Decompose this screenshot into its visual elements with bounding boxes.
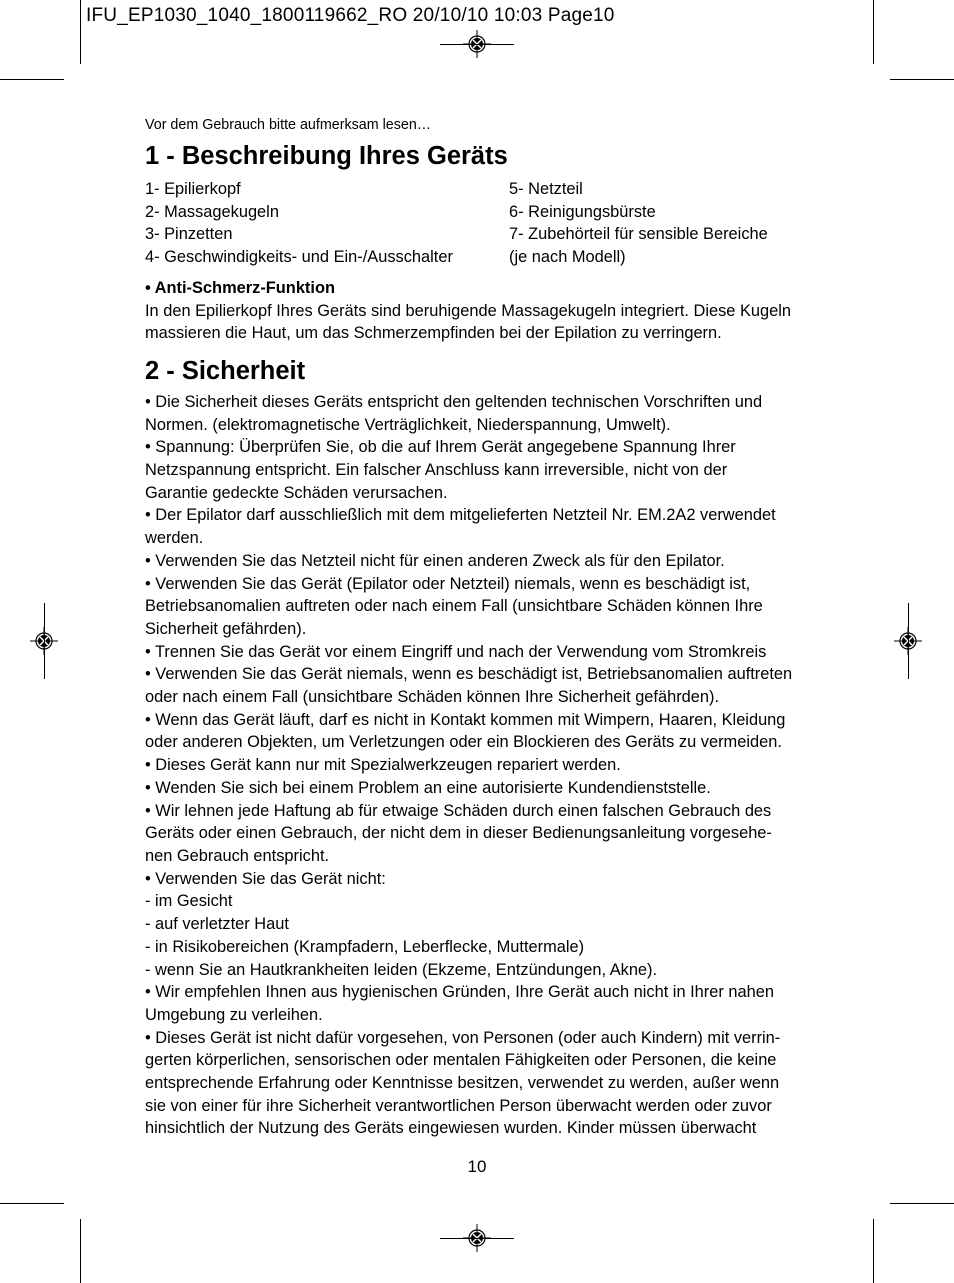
part-item: 1- Epilierkopf: [145, 180, 241, 198]
safety-text-line: • Die Sicherheit dieses Geräts entspricht den geltenden technischen Vorschriften und: [145, 392, 763, 411]
safety-text-line: - im Gesicht: [145, 892, 233, 911]
safety-text-line: Geräts oder einen Gebrauch, der nicht dem in dieser Bedienungsanleitung vorgesehe-: [145, 824, 772, 843]
feature-title: • Anti-Schmerz-Funktion: [145, 278, 335, 297]
crop-mark-top-right-vertical: [873, 0, 874, 64]
feature-text-line: massieren die Haut, um das Schmerzempfinden bei der Epilation zu verringern.: [145, 324, 722, 343]
safety-text-line: • Wir empfehlen Ihnen aus hygienischen Gründen, Ihre Gerät auch nicht in Ihrer nahen: [145, 983, 774, 1002]
safety-text-line: hinsichtlich der Nutzung des Geräts eingewiesen wurden. Kinder müssen überwacht: [145, 1119, 757, 1138]
crop-mark-top-right-horizontal: [890, 79, 954, 80]
side-guide-left: [44, 603, 45, 679]
side-guide-right: [908, 603, 909, 679]
safety-text-line: entsprechende Erfahrung oder Kenntnisse besitzen, verwendet zu werden, außer wenn: [145, 1074, 780, 1093]
part-item: 6- Reinigungsbürste: [509, 202, 656, 221]
crop-mark-bottom-right-vertical: [873, 1219, 874, 1283]
safety-text-line: werden.: [145, 529, 204, 548]
safety-text-line: • Verwenden Sie das Netzteil nicht für einen anderen Zweck als für den Epilator.: [145, 551, 725, 570]
feature-text-line: In den Epilierkopf Ihres Geräts sind beruhigende Massagekugeln integriert. Diese Kugeln: [145, 301, 791, 320]
safety-text-line: Normen. (elektromagnetische Verträglichkeit, Niederspannung, Umwelt).: [145, 415, 671, 434]
intro-text: Vor dem Gebrauch bitte aufmerksam lesen…: [145, 117, 432, 133]
part-item: 7- Zubehörteil für sensible Bereiche: [509, 225, 768, 244]
safety-text-line: Umgebung zu verleihen.: [145, 1005, 323, 1024]
safety-text-line: - in Risikobereichen (Krampfadern, Leberflecke, Muttermale): [145, 937, 585, 956]
crop-mark-bottom-left-horizontal: [0, 1203, 64, 1204]
part-item: 5- Netzteil: [509, 180, 583, 198]
safety-text-line: • Trennen Sie das Gerät vor einem Eingriff und nach der Verwendung vom Stromkreis: [145, 642, 767, 661]
safety-text-line: oder anderen Objekten, um Verletzungen oder ein Blockieren des Geräts zu vermeiden.: [145, 733, 782, 752]
safety-text-line: sie von einer für ihre Sicherheit verantwortlichen Person überwacht werden oder zuvor: [145, 1096, 772, 1115]
bottom-guide: [440, 1238, 514, 1239]
safety-text-line: • Dieses Gerät kann nur mit Spezialwerkzeugen repariert werden.: [145, 756, 621, 775]
page-number: 10: [467, 1157, 487, 1176]
part-item: (je nach Modell): [509, 248, 626, 267]
safety-text-line: - auf verletzter Haut: [145, 915, 289, 934]
crop-mark-bottom-left-vertical: [80, 1219, 81, 1283]
safety-text-line: • Verwenden Sie das Gerät nicht:: [145, 869, 386, 888]
safety-text-line: • Verwenden Sie das Gerät niemals, wenn es beschädigt ist, Betriebsanomalien auftreten: [145, 665, 793, 684]
safety-text-line: oder nach einem Fall (unsichtbare Schäden können Ihre Sicherheit gefährden).: [145, 688, 720, 707]
crop-mark-top-left-horizontal: [0, 79, 64, 80]
safety-text-line: • Der Epilator darf ausschließlich mit dem mitgelieferten Netzteil Nr. EM.2A2 verwendet: [145, 506, 776, 525]
safety-text-line: • Dieses Gerät ist nicht dafür vorgesehen, von Personen (oder auch Kindern) mit verrin-: [145, 1028, 781, 1047]
parts-list-right: [509, 178, 840, 269]
safety-text-line: • Wir lehnen jede Haftung ab für etwaige Schäden durch einen falschen Gebrauch des: [145, 801, 772, 820]
part-item: 4- Geschwindigkeits- und Ein-/Ausschalter: [145, 248, 453, 267]
safety-text-line: Sicherheit gefährden).: [145, 619, 307, 638]
safety-text-line: • Wenn das Gerät läuft, darf es nicht in Kontakt kommen mit Wimpern, Haaren, Kleidung: [145, 710, 786, 729]
safety-text-line: gerten körperlichen, sensorischen oder mentalen Fähigkeiten oder Personen, die keine: [145, 1051, 777, 1070]
safety-text-line: Betriebsanomalien auftreten oder nach einem Fall (unsichtbare Schäden können Ihre: [145, 597, 763, 616]
parts-list-left: [145, 178, 509, 269]
parts-list: [145, 178, 840, 269]
top-guide: [440, 44, 514, 45]
section1-title: 1 - Beschreibung Ihres Geräts: [145, 142, 508, 170]
crop-mark-bottom-right-horizontal: [890, 1203, 954, 1204]
safety-text: [145, 391, 840, 1140]
safety-text-line: Netzspannung entspricht. Ein falscher Anschluss kann irreversible, nicht von der: [145, 461, 728, 480]
part-item: 3- Pinzetten: [145, 225, 233, 244]
safety-text-line: nen Gebrauch entspricht.: [145, 846, 330, 865]
safety-text-line: • Spannung: Überprüfen Sie, ob die auf Ihrem Gerät angegebene Spannung Ihrer: [145, 438, 736, 457]
crop-mark-top-left-vertical: [80, 0, 81, 64]
safety-text-line: Garantie gedeckte Schäden verursachen.: [145, 483, 448, 502]
document-body: [145, 116, 840, 1140]
safety-text-line: • Verwenden Sie das Gerät (Epilator oder Netzteil) niemals, wenn es beschädigt ist,: [145, 574, 751, 593]
safety-text-line: • Wenden Sie sich bei einem Problem an eine autorisierte Kundendienststelle.: [145, 778, 711, 797]
print-header: IFU_EP1030_1040_1800119662_RO 20/10/10 10:03 Page10: [86, 5, 615, 26]
section2-title: 2 - Sicherheit: [145, 356, 306, 385]
part-item: 2- Massagekugeln: [145, 202, 279, 221]
safety-text-line: - wenn Sie an Hautkrankheiten leiden (Ekzeme, Entzündungen, Akne).: [145, 960, 658, 979]
